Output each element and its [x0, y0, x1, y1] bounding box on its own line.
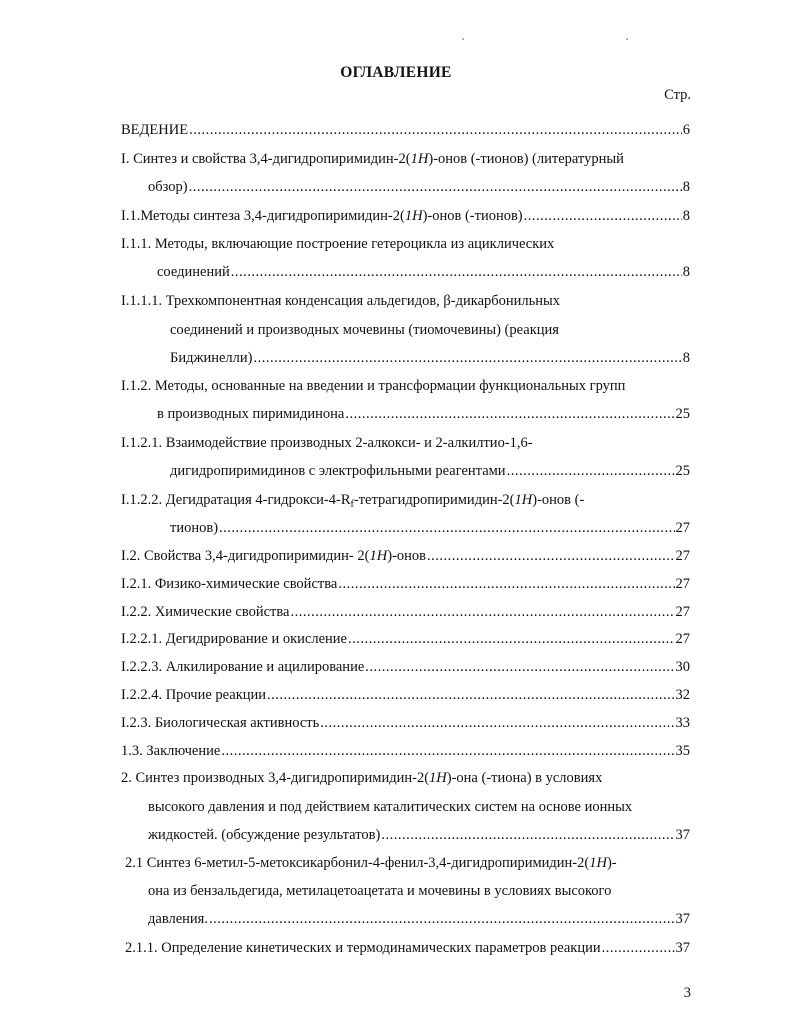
- toc-page-number: 8: [682, 350, 690, 366]
- toc-entry-1-1-1[interactable]: I.1.1. Методы, включающие построение гетероцикла из ациклических: [121, 236, 555, 252]
- toc-entry-1-2-1[interactable]: I.2.1. Физико-химические свойства ..... 27: [121, 574, 690, 594]
- leader-dots: [189, 177, 682, 197]
- toc-page-number: 37: [675, 940, 690, 956]
- toc-entry-1-1-1-1[interactable]: I.1.1.1. Трехкомпонентная конденсация альдегидов, β-дикарбонильных: [121, 293, 561, 309]
- toc-entry-1-1-1-1-cont[interactable]: соединений и производных мочевины (тиомочевины) (реакция: [170, 322, 559, 338]
- toc-page-number: 25: [675, 406, 690, 422]
- toc-entry-chapter-2-cont2[interactable]: жидкостей. (обсуждение результатов) ..... 37: [148, 825, 690, 845]
- toc-entry-2-1[interactable]: 2.1 Синтез 6-метил-5-метоксикарбонил-4-фенил-3,4-дигидропиримидин-2(1H)-: [125, 855, 617, 871]
- toc-page-number: 33: [675, 715, 690, 731]
- leader-dots: [348, 629, 675, 649]
- toc-entry-2-1-cont2[interactable]: давления. ..... 37: [148, 909, 690, 929]
- leader-dots: [345, 404, 674, 424]
- toc-page-number: 8: [682, 179, 690, 195]
- toc-entry-chapter-1[interactable]: I. Синтез и свойства 3,4-дигидропиримидин-2(1H)-онов (-тионов) (литературный: [121, 151, 624, 167]
- toc-page-number: 8: [682, 264, 690, 280]
- leader-dots: [189, 120, 682, 140]
- toc-page-number: 37: [675, 911, 690, 927]
- leader-dots: [381, 825, 674, 845]
- page-number: 3: [683, 985, 691, 1001]
- leader-dots: [507, 461, 675, 481]
- toc-page-number: 32: [675, 687, 690, 703]
- toc-page-number: 30: [675, 659, 690, 675]
- toc-entry-1-2-3[interactable]: I.2.3. Биологическая активность ..... 33: [121, 713, 690, 733]
- leader-dots: [602, 938, 675, 958]
- leader-dots: [221, 741, 674, 761]
- toc-page-number: 35: [675, 743, 690, 759]
- toc-entry-1-1-2-cont[interactable]: в производных пиримидинона ..... 25: [157, 404, 690, 424]
- toc-entry-2-1-cont[interactable]: она из бензальдегида, метилацетоацетата и мочевины в условиях высокого: [148, 883, 612, 899]
- toc-entry-1-1-2-2-cont[interactable]: тионов) ..... 27: [170, 518, 690, 538]
- toc-entry-1-1-1-1-cont2[interactable]: Биджинелли) ..... 8: [170, 348, 690, 368]
- page-title: ОГЛАВЛЕНИЕ: [340, 64, 452, 81]
- toc-entry-1-1-2-1[interactable]: I.1.2.1. Взаимодействие производных 2-алкокси- и 2-алкилтио-1,6-: [121, 435, 533, 451]
- leader-dots: [209, 909, 675, 929]
- toc-entry-1-1-2[interactable]: I.1.2. Методы, основанные на введении и трансформации функциональных групп: [121, 378, 626, 394]
- leader-dots: [219, 518, 674, 538]
- leader-dots: [365, 657, 674, 677]
- leader-dots: [254, 348, 682, 368]
- leader-dots: [231, 262, 682, 282]
- leader-dots: [320, 713, 674, 733]
- leader-dots: [524, 206, 682, 226]
- toc-entry-1-2[interactable]: I.2. Свойства 3,4-дигидропиримидин- 2(1H)-онов ..... 27: [121, 546, 690, 566]
- toc-entry-1-2-2-1[interactable]: I.2.2.1. Дегидрирование и окисление ..... 27: [121, 629, 690, 649]
- toc-page-number: 27: [675, 604, 690, 620]
- toc-entry-1-1[interactable]: I.1.Методы синтеза 3,4-дигидропиримидин-2(1H)-онов (-тионов) ..... 8: [121, 206, 690, 226]
- toc-page-number: 27: [675, 548, 690, 564]
- toc-entry-1-1-2-2[interactable]: I.1.2.2. Дегидратация $4-гидрокси-4-R_f-тетрагидропиримидин-2(1H)$-онов (-: [121, 492, 585, 510]
- toc-entry-chapter-2-cont[interactable]: высокого давления и под действием каталитических систем на основе ионных: [148, 799, 633, 815]
- pages-column-label: Стр.: [664, 87, 691, 103]
- toc-page-number: 27: [675, 576, 690, 592]
- toc-entry-chapter-2[interactable]: 2. Синтез производных 3,4-дигидропиримидин-2(1H)-она (-тиона) в условиях: [121, 770, 603, 786]
- scan-speck: [626, 38, 628, 40]
- toc-page-number: 37: [675, 827, 690, 843]
- toc-page-number: 8: [682, 208, 690, 224]
- leader-dots: [290, 602, 674, 622]
- toc-entry-1-1-1-cont[interactable]: соединений ..... 8: [157, 262, 690, 282]
- toc-entry-introduction[interactable]: ВЕДЕНИЕ ..... 6: [121, 120, 690, 140]
- toc-entry-1-2-2-3[interactable]: I.2.2.3. Алкилирование и ацилирование ..... 30: [121, 657, 690, 677]
- scan-speck: [462, 38, 464, 40]
- toc-page-number: 27: [675, 631, 690, 647]
- leader-dots: [427, 546, 675, 566]
- toc-page-number: 27: [675, 520, 690, 536]
- toc-entry-2-1-1[interactable]: 2.1.1. Определение кинетических и термодинамических параметров реакции ..... 37: [125, 938, 690, 958]
- toc-entry-chapter-1-cont[interactable]: обзор) ..... 8: [148, 177, 690, 197]
- toc-page-number: 25: [675, 463, 690, 479]
- leader-dots: [338, 574, 674, 594]
- toc-entry-1-1-2-1-cont[interactable]: дигидропиримидинов с электрофильными реагентами ..... 25: [170, 461, 690, 481]
- toc-page-number: 6: [682, 122, 690, 138]
- toc-entry-1-3[interactable]: 1.3. Заключение ..... 35: [121, 741, 690, 761]
- leader-dots: [267, 685, 674, 705]
- toc-entry-1-2-2-4[interactable]: I.2.2.4. Прочие реакции ..... 32: [121, 685, 690, 705]
- toc-entry-1-2-2[interactable]: I.2.2. Химические свойства ..... 27: [121, 602, 690, 622]
